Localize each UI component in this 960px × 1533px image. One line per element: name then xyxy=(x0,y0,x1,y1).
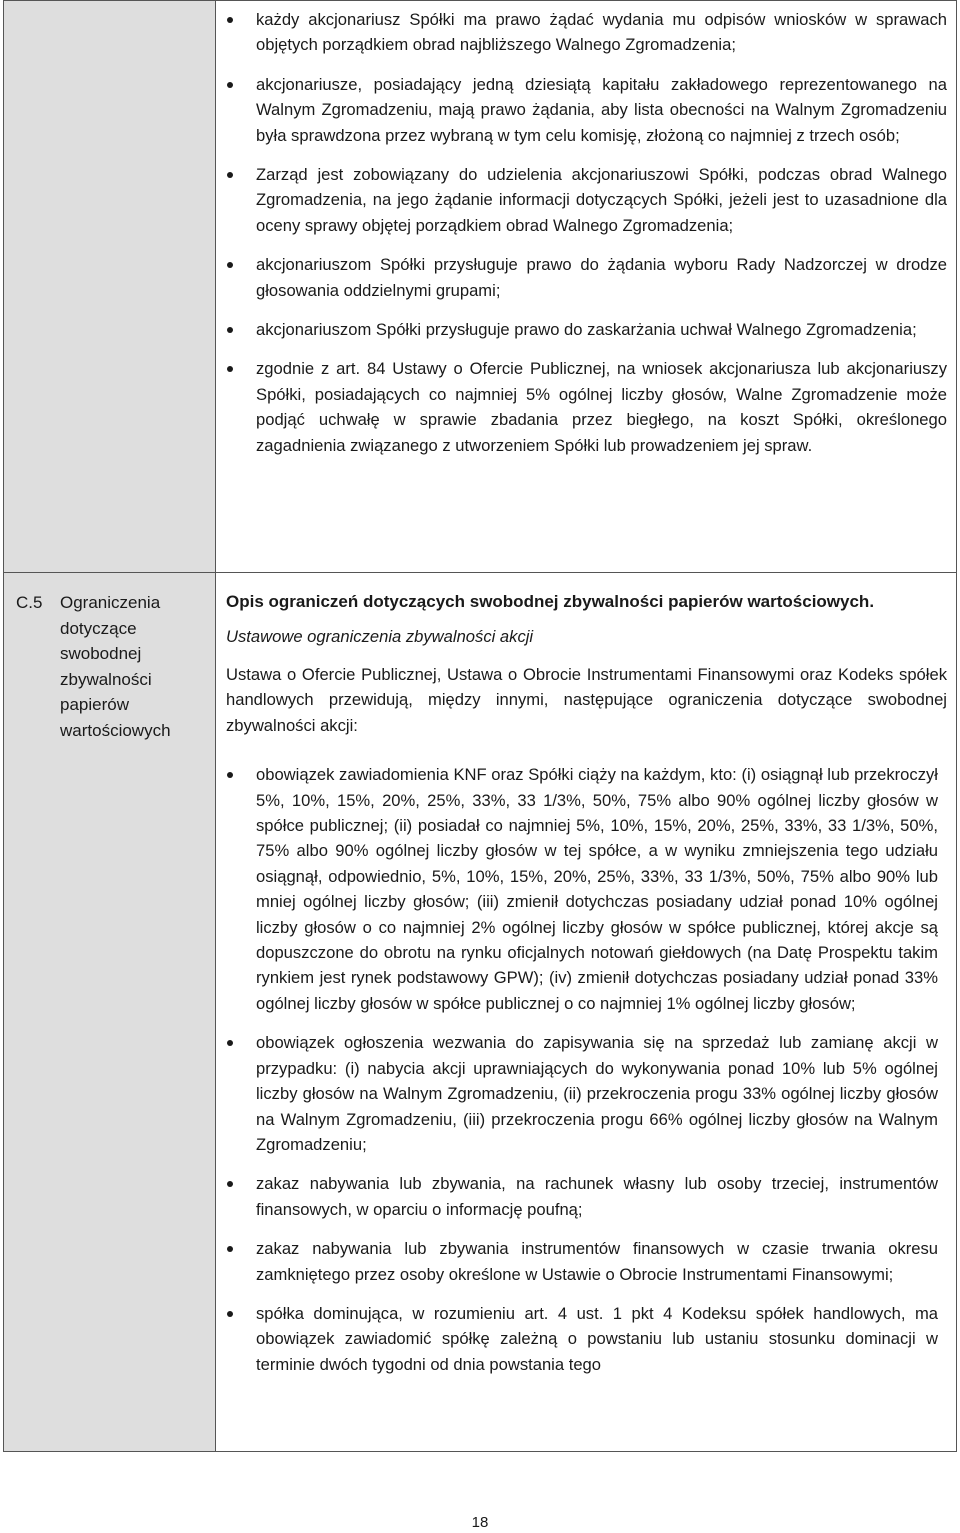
list-item: akcjonariuszom Spółki przysługuje prawo do żądania wyboru Rady Nadzorczej w drodze głosowania oddzielnymi grupami; xyxy=(216,252,956,303)
table-row xyxy=(4,573,957,1452)
restrictions-list xyxy=(216,762,947,1377)
prospectus-table xyxy=(3,0,957,1452)
list-item: Zarząd jest zobowiązany do udzielenia akcjonariuszowi Spółki, podczas obrad Walnego Zgromadzenia, na jego żądanie informacji dotyczących Spółki, jeżeli jest to uzasadnione dla oceny sprawy objętej porządkiem obrad Walnego Zgromadzenia; xyxy=(216,162,956,238)
table-row xyxy=(4,1,957,573)
list-item: zakaz nabywania lub zbywania, na rachunek własny lub osoby trzeciej, instrumentów finansowych, w oparciu o informację poufną; xyxy=(216,1171,947,1222)
list-item: akcjonariusze, posiadający jedną dziesiątą kapitału zakładowego reprezentowanego na Walnym Zgromadzeniu, mają prawo żądania, aby lista obecności na Walnym Zgromadzeniu była sprawdzona przez wybraną w tym celu komisję, złożoną co najmniej z trzech osób; xyxy=(216,72,956,148)
left-label-cell xyxy=(4,1,216,573)
content-cell xyxy=(216,1,957,573)
bullet-icon xyxy=(227,772,233,778)
list-item: spółka dominująca, w rozumieniu art. 4 ust. 1 pkt 4 Kodeksu spółek handlowych, ma obowiązek zawiadomić spółkę zależną o powstaniu lub ustaniu stosunku dominacji w terminie dwóch tygodni od dnia powstania tego xyxy=(216,1301,947,1377)
bullet-icon xyxy=(227,1311,233,1317)
bullet-icon xyxy=(227,262,233,268)
bullet-icon xyxy=(227,172,233,178)
bullet-icon xyxy=(227,327,233,333)
section-heading: Opis ograniczeń dotyczących swobodnej zbywalności papierów wartościowych. xyxy=(226,592,875,611)
list-item: obowiązek ogłoszenia wezwania do zapisywania się na sprzedaż lub zamianę akcji w przypadku: (i) nabycia akcji uprawniających do wykonywania ponad 10% lub 5% ogólnej liczby głosów na Walnym Zgromadzeniu, (ii) przekroczenia progu 33% ogólnej liczby głosów na Walnym Zgromadzeniu, (iii) przekroczenia progu 66% ogólnej liczby głosów na Walnym Zgromadzeniu; xyxy=(216,1030,947,1157)
section-label xyxy=(4,573,215,744)
list-item: każdy akcjonariusz Spółki ma prawo żądać wydania mu odpisów wniosków w sprawach objętych porządkiem obrad najbliższego Walnego Zgromadzenia; xyxy=(216,7,956,58)
left-label-cell xyxy=(4,573,216,1452)
bullet-icon xyxy=(227,17,233,23)
list-item: obowiązek zawiadomienia KNF oraz Spółki ciąży na każdym, kto: (i) osiągnął lub przekroczył 5%, 10%, 15%, 20%, 25%, 33%, 33 1/3%, 50%, 75% albo 90% ogólnej liczby głosów w spółce publicznej; (ii) posiadał co najmniej 5%, 10%, 15%, 20%, 25%, 33%, 33 1/3%, 50%, 75% albo 90% ogólnej liczby głosów w tej spółce, a w wyniku zmniejszenia tego udziału osiągnął, odpowiednio, 5%, 10%, 15%, 20%, 25%, 33%, 33 1/3%, 50%, 75% albo 90% lub mniej ogólnej liczby głosów; (iii) zmienił dotychczas posiadany udział ponad 10% ogólnej liczby głosów o co najmniej 2% ogólnej liczby głosów w spółce publicznej, której akcje są dopuszczone do obrotu na rynku oficjalnych notowań giełdowych (na Datę Prospektu takim rynkiem jest rynek podstawowy GPW); (iv) zmienił dotychczas posiadany udział ponad 33% ogólnej liczby głosów w spółce publicznej o co najmniej 1% ogólnej liczby głosów; xyxy=(216,762,947,1016)
list-item: akcjonariuszom Spółki przysługuje prawo do zaskarżania uchwał Walnego Zgromadzenia; xyxy=(216,317,956,342)
bullet-icon xyxy=(227,1246,233,1252)
section-subheading: Ustawowe ograniczenia zbywalności akcji xyxy=(226,627,534,646)
page-number: 18 xyxy=(471,1514,489,1531)
bullet-icon xyxy=(227,1181,233,1187)
bullet-icon xyxy=(227,366,233,372)
shareholder-rights-list xyxy=(216,1,956,458)
section-content xyxy=(216,573,956,1377)
intro-paragraph: Ustawa o Ofercie Publicznej, Ustawa o Obrocie Instrumentami Finansowymi oraz Kodeks spółek handlowych przewidują, między innymi, następujące ograniczenia dotyczące swobodnej zbywalności akcji: xyxy=(226,665,947,735)
section-number: C.5 xyxy=(16,593,43,612)
section-title: Ograniczenia dotyczące swobodnej zbywalności papierów wartościowych xyxy=(60,593,171,740)
list-item: zakaz nabywania lub zbywania instrumentów finansowych w czasie trwania okresu zamkniętego przez osoby określone w Ustawie o Obrocie Instrumentami Finansowymi; xyxy=(216,1236,947,1287)
list-item: zgodnie z art. 84 Ustawy o Ofercie Publicznej, na wniosek akcjonariusza lub akcjonariuszy Spółki, posiadających co najmniej 5% ogólnej liczby głosów, Walne Zgromadzenie może podjąć uchwałę w sprawie zbadania przez biegłego, na koszt Spółki, określonego zagadnienia związanego z utworzeniem Spółki lub prowadzeniem jej spraw. xyxy=(216,356,956,458)
bullet-icon xyxy=(227,1040,233,1046)
bullet-icon xyxy=(227,82,233,88)
content-cell xyxy=(216,573,957,1452)
